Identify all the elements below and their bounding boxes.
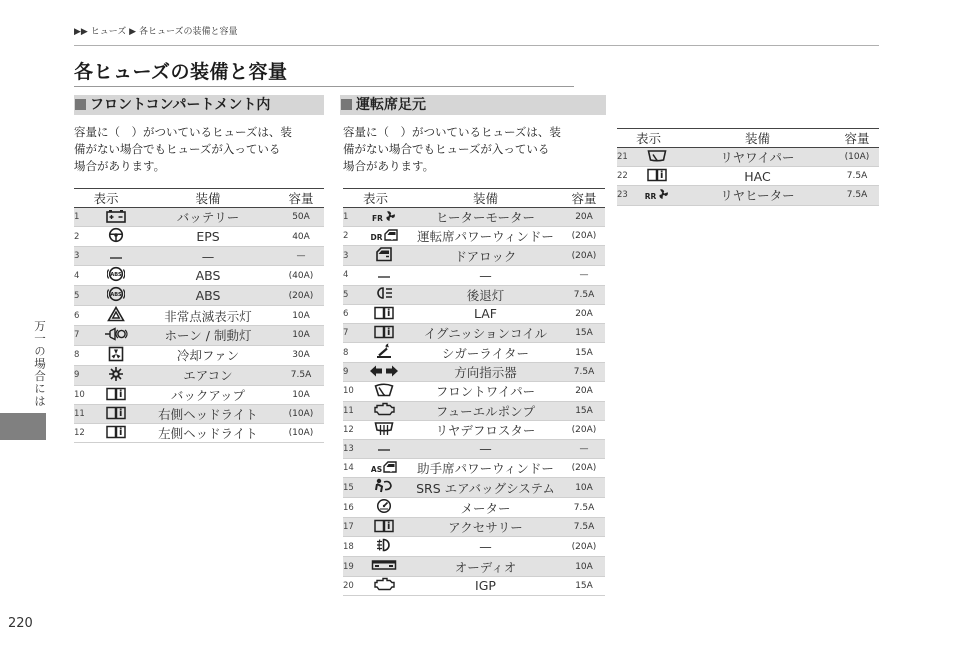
fuse-row <box>74 247 324 266</box>
audio-icon <box>371 559 397 574</box>
header-divider <box>74 45 879 46</box>
fuse-symbol <box>94 385 138 404</box>
fuel-pump-icon <box>373 402 395 419</box>
header-equipment: 装備 <box>408 189 563 208</box>
fuse-capacity: 7.5A <box>563 498 605 518</box>
fuse-equipment: SRS エアバッグシステム <box>408 478 563 498</box>
fuse-equipment: バックアップ <box>138 385 278 404</box>
as-window-icon <box>371 461 397 476</box>
fuse-symbol <box>94 266 138 286</box>
fuse-capacity: 15A <box>563 401 605 420</box>
fuse-symbol <box>94 227 138 247</box>
fuse-row <box>74 365 324 385</box>
fuse-number: 10 <box>74 385 94 404</box>
fuse-number: 3 <box>74 247 94 266</box>
fuse-symbol <box>94 326 138 345</box>
fuse-number: 9 <box>74 365 94 385</box>
fuse-number: 16 <box>343 498 360 518</box>
fuse-number: 10 <box>343 382 360 401</box>
fuse-row <box>617 186 879 205</box>
icon-prefix-text: AS <box>370 464 383 474</box>
fuse-number: 23 <box>617 186 634 205</box>
side-chapter-label: 万一の場合には <box>33 320 47 408</box>
fuse-symbol <box>634 186 680 205</box>
fuse-capacity: (10A) <box>835 148 879 167</box>
fuse-equipment: 左側ヘッドライト <box>138 423 278 442</box>
fuse-capacity: (40A) <box>278 266 324 286</box>
book-icon <box>646 167 668 185</box>
side-chapter-tab <box>0 413 46 440</box>
fuse-equipment: 方向指示器 <box>408 363 563 382</box>
fuse-symbol <box>94 365 138 385</box>
aircon-icon <box>108 366 124 385</box>
breadcrumb-link-fuse[interactable]: ヒューズ <box>90 27 127 37</box>
fuse-row <box>343 518 605 537</box>
driver-note-line: 容量に（ ）がついているヒューズは、装 <box>343 125 561 139</box>
fuse-row <box>343 459 605 478</box>
fuse-symbol <box>360 518 408 537</box>
fuse-capacity: 7.5A <box>278 365 324 385</box>
fuse-row <box>617 167 879 186</box>
fuse-row <box>343 420 605 439</box>
fuse-row <box>343 246 605 266</box>
fuse-equipment: リヤヒーター <box>680 186 835 205</box>
breadcrumb <box>74 24 238 37</box>
fuse-capacity: (20A) <box>563 459 605 478</box>
fuse-symbol <box>634 148 680 167</box>
fuse-equipment: リヤデフロスター <box>408 420 563 439</box>
fuse-number: 21 <box>617 148 634 167</box>
fuse-capacity: 30A <box>278 345 324 365</box>
fuse-number: 5 <box>343 285 360 304</box>
fuse-number: 6 <box>74 306 94 326</box>
dr-window-icon <box>370 229 397 244</box>
fuse-capacity: (20A) <box>563 420 605 439</box>
fuse-capacity: 7.5A <box>835 186 879 205</box>
fuse-equipment: — <box>408 537 563 557</box>
fog-lamp-icon <box>375 537 393 556</box>
fuse-row <box>343 266 605 285</box>
front-note-line: 備がない場合でもヒューズが入っている <box>74 142 281 156</box>
fuse-symbol <box>94 208 138 227</box>
header-equipment: 装備 <box>138 189 278 208</box>
fuse-row <box>343 343 605 363</box>
header-capacity: 容量 <box>835 129 879 148</box>
fuse-capacity: 10A <box>278 385 324 404</box>
turn-signal-icon <box>369 364 399 381</box>
fuse-equipment: イグニッションコイル <box>408 323 563 342</box>
fuse-symbol <box>360 576 408 595</box>
fuse-row <box>343 537 605 557</box>
fuse-row <box>343 208 605 227</box>
page-number: 220 <box>8 616 33 631</box>
fuse-number: 11 <box>343 401 360 420</box>
fuse-number: 4 <box>343 266 360 285</box>
fuse-row <box>74 404 324 423</box>
fuse-symbol <box>360 537 408 557</box>
fuse-row <box>343 401 605 420</box>
fuse-row <box>74 227 324 247</box>
fuse-row <box>74 326 324 345</box>
svg-text:ABS: ABS <box>110 272 122 279</box>
fuse-number: 13 <box>343 439 360 458</box>
fuse-equipment: エアコン <box>138 365 278 385</box>
header-display: 表示 <box>617 129 680 148</box>
fuse-equipment: LAF <box>408 304 563 323</box>
fuse-capacity: 15A <box>563 343 605 363</box>
fuse-equipment: リヤワイパー <box>680 148 835 167</box>
fuse-capacity: 10A <box>563 557 605 576</box>
fuse-equipment: ABS <box>138 286 278 306</box>
fuse-symbol <box>360 285 408 304</box>
fuse-row <box>343 323 605 342</box>
rear-wiper-icon <box>647 149 667 166</box>
fuse-number: 4 <box>74 266 94 286</box>
fuse-symbol <box>360 401 408 420</box>
fuse-number: 19 <box>343 557 360 576</box>
fuse-row <box>74 266 324 286</box>
driver-section-title: 運転席足元 <box>356 97 426 113</box>
rear-defroster-icon <box>374 421 394 439</box>
fuse-capacity: 7.5A <box>563 363 605 382</box>
fuse-number: 18 <box>343 537 360 557</box>
fuse-symbol <box>360 227 408 246</box>
fuse-row <box>343 227 605 246</box>
fuse-number: 9 <box>343 363 360 382</box>
fuse-equipment: IGP <box>408 576 563 595</box>
book-icon <box>373 305 395 323</box>
fuse-number: 7 <box>343 323 360 342</box>
fuse-capacity: 40A <box>278 227 324 247</box>
fuse-symbol <box>94 423 138 442</box>
driver-note-line: 場合があります。 <box>343 159 435 173</box>
fuse-symbol <box>94 247 138 266</box>
fuse-capacity: 15A <box>563 323 605 342</box>
icon-prefix-text: DR <box>370 232 383 242</box>
front-section-title: フロントコンパートメント内 <box>90 97 271 113</box>
driver-note <box>343 124 605 175</box>
fuse-symbol <box>94 345 138 365</box>
icon-prefix-text: RR <box>644 191 657 201</box>
fuse-number: 1 <box>74 208 94 227</box>
cooling-fan-icon <box>108 346 124 365</box>
steering-icon <box>108 227 124 246</box>
dash-icon <box>377 442 391 456</box>
srs-airbag-icon <box>374 478 394 497</box>
breadcrumb-current: 各ヒューズの装備と容量 <box>138 27 238 37</box>
fuse-number: 3 <box>343 246 360 266</box>
fuse-symbol <box>94 404 138 423</box>
fuse-number: 17 <box>343 518 360 537</box>
front-note-line: 場合があります。 <box>74 159 166 173</box>
header-capacity: 容量 <box>563 189 605 208</box>
abs-icon <box>107 286 125 305</box>
driver-section-heading <box>340 95 606 115</box>
fuse-symbol <box>360 363 408 382</box>
fuse-row <box>74 208 324 227</box>
header-equipment: 装備 <box>680 129 835 148</box>
fuse-row <box>74 385 324 404</box>
continued-fuse-table <box>617 128 879 206</box>
fuse-equipment: 非常点滅表示灯 <box>138 306 278 326</box>
fuse-capacity: (20A) <box>563 537 605 557</box>
fuse-equipment: ABS <box>138 266 278 286</box>
fuse-capacity: 15A <box>563 576 605 595</box>
section-square-icon <box>75 99 86 110</box>
driver-note-line: 備がない場合でもヒューズが入っている <box>343 142 550 156</box>
header-display: 表示 <box>74 189 138 208</box>
fuse-capacity: 10A <box>278 326 324 345</box>
fuse-capacity: (20A) <box>278 286 324 306</box>
header-display: 表示 <box>343 189 408 208</box>
horn-brake-icon <box>104 327 128 344</box>
fuse-symbol <box>94 286 138 306</box>
fuse-symbol <box>360 343 408 363</box>
dash-icon <box>109 250 123 264</box>
fuse-number: 22 <box>617 167 634 186</box>
fuse-equipment: — <box>408 439 563 458</box>
fuse-symbol <box>360 439 408 458</box>
driver-fuse-table <box>343 188 605 596</box>
fuse-capacity: 7.5A <box>835 167 879 186</box>
front-note <box>74 124 324 175</box>
fuse-symbol <box>360 478 408 498</box>
fuse-equipment: バッテリー <box>138 208 278 227</box>
front-wiper-icon <box>374 383 394 400</box>
door-lock-icon <box>374 246 394 265</box>
fuse-capacity: (20A) <box>563 227 605 246</box>
fuse-capacity: (10A) <box>278 423 324 442</box>
fuse-row <box>343 576 605 595</box>
fuse-number: 1 <box>343 208 360 227</box>
fuse-equipment: ドアロック <box>408 246 563 266</box>
fuse-symbol <box>94 306 138 326</box>
fuse-number: 8 <box>74 345 94 365</box>
fuse-equipment: フロントワイパー <box>408 382 563 401</box>
fuse-row <box>343 285 605 304</box>
fuse-symbol <box>360 420 408 439</box>
fuse-capacity: — <box>563 439 605 458</box>
fuse-capacity: 10A <box>278 306 324 326</box>
fuse-symbol <box>360 266 408 285</box>
fuse-capacity: (10A) <box>278 404 324 423</box>
fuse-equipment: メーター <box>408 498 563 518</box>
fuse-symbol <box>634 167 680 186</box>
fuse-equipment: オーディオ <box>408 557 563 576</box>
fuse-equipment: — <box>408 266 563 285</box>
dash-icon <box>377 269 391 283</box>
fuse-equipment: ホーン / 制動灯 <box>138 326 278 345</box>
header-capacity: 容量 <box>278 189 324 208</box>
fuse-row <box>343 382 605 401</box>
front-section-heading <box>74 95 324 115</box>
fuse-capacity: 20A <box>563 304 605 323</box>
book-icon <box>105 405 127 423</box>
icon-prefix-text: FR <box>372 213 383 223</box>
fuse-equipment: アクセサリー <box>408 518 563 537</box>
fuse-capacity: 7.5A <box>563 285 605 304</box>
section-square-icon <box>341 99 352 110</box>
fuse-row <box>343 498 605 518</box>
fuse-symbol <box>360 459 408 478</box>
fuse-number: 14 <box>343 459 360 478</box>
fuse-number: 15 <box>343 478 360 498</box>
book-icon <box>373 518 395 536</box>
front-fuse-table <box>74 188 324 443</box>
fuse-row <box>343 557 605 576</box>
fuse-number: 12 <box>343 420 360 439</box>
fuse-symbol <box>360 557 408 576</box>
hazard-icon <box>107 306 125 325</box>
front-note-line: 容量に（ ）がついているヒューズは、装 <box>74 125 292 139</box>
fuse-row <box>343 363 605 382</box>
fuse-row <box>617 148 879 167</box>
fuse-number: 5 <box>74 286 94 306</box>
fuse-row <box>74 286 324 306</box>
fuse-number: 20 <box>343 576 360 595</box>
fuse-row <box>343 304 605 323</box>
fr-fan-icon <box>372 210 396 225</box>
book-icon <box>373 324 395 342</box>
fuse-symbol <box>360 323 408 342</box>
fuse-number: 8 <box>343 343 360 363</box>
fuse-equipment: EPS <box>138 227 278 247</box>
fuse-number: 6 <box>343 304 360 323</box>
rr-fan-icon <box>645 188 670 203</box>
fuse-equipment: — <box>138 247 278 266</box>
fuse-number: 12 <box>74 423 94 442</box>
fuse-capacity: 50A <box>278 208 324 227</box>
fuse-equipment: HAC <box>680 167 835 186</box>
fuse-number: 11 <box>74 404 94 423</box>
svg-text:ABS: ABS <box>110 292 122 299</box>
fuse-symbol <box>360 246 408 266</box>
fuse-row <box>74 423 324 442</box>
reverse-lamp-icon <box>374 286 394 303</box>
fuse-symbol <box>360 208 408 227</box>
fuse-row <box>343 439 605 458</box>
meter-icon <box>376 498 392 517</box>
fuse-capacity: — <box>563 266 605 285</box>
fuse-symbol <box>360 304 408 323</box>
fuse-row <box>74 306 324 326</box>
fuse-equipment: 後退灯 <box>408 285 563 304</box>
fuse-symbol <box>360 382 408 401</box>
fuse-capacity: 20A <box>563 382 605 401</box>
fuse-equipment: フューエルポンプ <box>408 401 563 420</box>
fuse-equipment: 冷却ファン <box>138 345 278 365</box>
engine-icon <box>373 577 395 594</box>
battery-icon <box>105 209 127 226</box>
fuse-number: 7 <box>74 326 94 345</box>
cigarette-lighter-icon <box>376 343 392 362</box>
fuse-capacity: (20A) <box>563 246 605 266</box>
title-divider <box>74 86 574 87</box>
page-title: 各ヒューズの装備と容量 <box>74 61 288 83</box>
fuse-capacity: 20A <box>563 208 605 227</box>
breadcrumb-arrows: ▶▶ <box>74 27 88 37</box>
book-icon <box>105 386 127 404</box>
fuse-equipment: 右側ヘッドライト <box>138 404 278 423</box>
book-icon <box>105 424 127 442</box>
abs-icon <box>107 266 125 285</box>
fuse-equipment: 運転席パワーウィンドー <box>408 227 563 246</box>
breadcrumb-separator: ▶ <box>129 27 137 37</box>
fuse-capacity: 10A <box>563 478 605 498</box>
fuse-capacity: 7.5A <box>563 518 605 537</box>
fuse-number: 2 <box>74 227 94 247</box>
fuse-equipment: 助手席パワーウィンドー <box>408 459 563 478</box>
fuse-equipment: シガーライター <box>408 343 563 363</box>
fuse-row <box>343 478 605 498</box>
fuse-number: 2 <box>343 227 360 246</box>
fuse-equipment: ヒーターモーター <box>408 208 563 227</box>
fuse-row <box>74 345 324 365</box>
fuse-capacity: — <box>278 247 324 266</box>
fuse-symbol <box>360 498 408 518</box>
